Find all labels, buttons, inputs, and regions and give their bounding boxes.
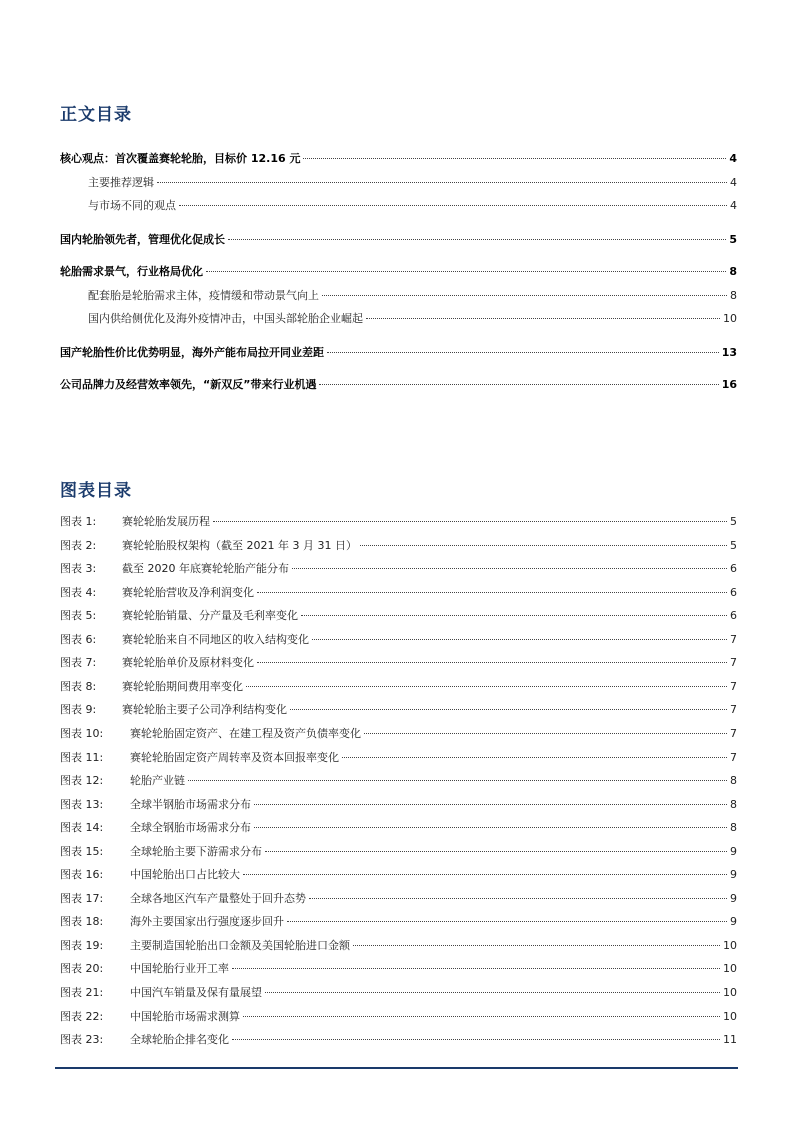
toc-entry-text: 与市场不同的观点 bbox=[88, 199, 176, 212]
dot-leader bbox=[364, 733, 727, 734]
toc-entry-text: 核心观点：首次覆盖赛轮轮胎，目标价 12.16 元 bbox=[60, 152, 301, 165]
figure-title: 全球各地区汽车产量整处于回升态势 bbox=[130, 892, 306, 905]
figure-entry[interactable] bbox=[60, 913, 737, 929]
dot-leader bbox=[309, 898, 727, 899]
figure-entry[interactable] bbox=[60, 537, 737, 553]
figure-title: 赛轮轮胎营收及净利润变化 bbox=[122, 586, 254, 599]
figure-title: 海外主要国家出行强度逐步回升 bbox=[130, 915, 284, 928]
figure-label: 图表 23: bbox=[60, 1033, 104, 1046]
dot-leader bbox=[342, 757, 727, 758]
figure-entry[interactable] bbox=[60, 725, 737, 741]
dot-leader bbox=[322, 295, 727, 296]
dot-leader bbox=[232, 1039, 720, 1040]
dot-leader bbox=[292, 568, 727, 569]
figure-entry[interactable] bbox=[60, 654, 737, 670]
toc-entry-text: 配套胎是轮胎需求主体，疫情缓和带动景气向上 bbox=[88, 289, 319, 302]
dot-leader bbox=[290, 709, 727, 710]
toc-entry-page: 5 bbox=[729, 233, 737, 246]
figure-label: 图表 4: bbox=[60, 586, 97, 599]
figure-page: 9 bbox=[730, 892, 737, 905]
dot-leader bbox=[319, 384, 718, 385]
dot-leader bbox=[303, 158, 726, 159]
figure-entry[interactable] bbox=[60, 513, 737, 529]
figure-label: 图表 17: bbox=[60, 892, 104, 905]
figure-entry[interactable] bbox=[60, 631, 737, 647]
figure-label: 图表 11: bbox=[60, 751, 104, 764]
toc-entry[interactable] bbox=[60, 376, 737, 392]
toc-entry[interactable] bbox=[60, 174, 737, 190]
figure-title: 中国轮胎市场需求测算 bbox=[130, 1010, 240, 1023]
figure-page: 7 bbox=[730, 703, 737, 716]
figure-page: 11 bbox=[723, 1033, 737, 1046]
figure-title: 中国轮胎行业开工率 bbox=[130, 962, 229, 975]
figure-page: 7 bbox=[730, 727, 737, 740]
toc-title: 正文目录 bbox=[60, 105, 132, 125]
toc-entry-text: 轮胎需求景气，行业格局优化 bbox=[60, 265, 203, 278]
dot-leader bbox=[287, 921, 727, 922]
figure-page: 7 bbox=[730, 633, 737, 646]
figure-label: 图表 7: bbox=[60, 656, 97, 669]
toc-entry-text: 国内供给侧优化及海外疫情冲击，中国头部轮胎企业崛起 bbox=[88, 312, 363, 325]
figure-title: 轮胎产业链 bbox=[130, 774, 185, 787]
figure-title: 全球全钢胎市场需求分布 bbox=[130, 821, 251, 834]
figure-label: 图表 1: bbox=[60, 515, 97, 528]
figure-page: 7 bbox=[730, 751, 737, 764]
figure-label: 图表 9: bbox=[60, 703, 97, 716]
figure-entry[interactable] bbox=[60, 984, 737, 1000]
figure-entry[interactable] bbox=[60, 772, 737, 788]
dot-leader bbox=[206, 271, 726, 272]
dot-leader bbox=[265, 992, 720, 993]
figure-page: 7 bbox=[730, 680, 737, 693]
figure-title: 赛轮轮胎销量、分产量及毛利率变化 bbox=[122, 609, 298, 622]
figure-label: 图表 3: bbox=[60, 562, 97, 575]
figure-label: 图表 22: bbox=[60, 1010, 104, 1023]
figure-label: 图表 13: bbox=[60, 798, 104, 811]
toc-entry-text: 国内轮胎领先者，管理优化促成长 bbox=[60, 233, 225, 246]
figure-label: 图表 21: bbox=[60, 986, 104, 999]
figure-entry[interactable] bbox=[60, 819, 737, 835]
dot-leader bbox=[243, 874, 727, 875]
figures-title: 图表目录 bbox=[60, 481, 132, 501]
figure-title: 赛轮轮胎股权架构（截至 2021 年 3 月 31 日） bbox=[122, 539, 357, 552]
figure-page: 6 bbox=[730, 609, 737, 622]
figure-entry[interactable] bbox=[60, 866, 737, 882]
dot-leader bbox=[232, 968, 720, 969]
figure-entry[interactable] bbox=[60, 843, 737, 859]
figure-label: 图表 6: bbox=[60, 633, 97, 646]
figure-entry[interactable] bbox=[60, 701, 737, 717]
toc-entry-page: 16 bbox=[721, 378, 737, 391]
toc-entry-page: 10 bbox=[723, 312, 737, 325]
figure-page: 10 bbox=[723, 986, 737, 999]
figure-label: 图表 10: bbox=[60, 727, 104, 740]
toc-entry[interactable] bbox=[60, 150, 737, 166]
figure-title: 中国汽车销量及保有量展望 bbox=[130, 986, 262, 999]
toc-entry[interactable] bbox=[60, 344, 737, 360]
dot-leader bbox=[353, 945, 720, 946]
figure-page: 7 bbox=[730, 656, 737, 669]
footer-rule bbox=[55, 1067, 738, 1069]
figure-title: 全球轮胎企排名变化 bbox=[130, 1033, 229, 1046]
figure-entry[interactable] bbox=[60, 607, 737, 623]
figure-label: 图表 16: bbox=[60, 868, 104, 881]
toc-entry-text: 国产轮胎性价比优势明显，海外产能布局拉开同业差距 bbox=[60, 346, 324, 359]
dot-leader bbox=[213, 521, 727, 522]
figure-page: 9 bbox=[730, 868, 737, 881]
figure-label: 图表 14: bbox=[60, 821, 104, 834]
figure-label: 图表 18: bbox=[60, 915, 104, 928]
figure-page: 5 bbox=[730, 515, 737, 528]
figure-entry[interactable] bbox=[60, 678, 737, 694]
figure-label: 图表 12: bbox=[60, 774, 104, 787]
toc-entry-page: 4 bbox=[729, 152, 737, 165]
figure-label: 图表 15: bbox=[60, 845, 104, 858]
figure-entry[interactable] bbox=[60, 1008, 737, 1024]
toc-entry-page: 4 bbox=[730, 176, 737, 189]
figure-title: 赛轮轮胎固定资产周转率及资本回报率变化 bbox=[130, 751, 339, 764]
dot-leader bbox=[312, 639, 727, 640]
toc-entry-page: 8 bbox=[729, 265, 737, 278]
figure-title: 赛轮轮胎发展历程 bbox=[122, 515, 210, 528]
figure-label: 图表 8: bbox=[60, 680, 97, 693]
figure-entry[interactable] bbox=[60, 560, 737, 576]
dot-leader bbox=[243, 1016, 720, 1017]
toc-entry[interactable] bbox=[60, 231, 737, 247]
figure-page: 9 bbox=[730, 845, 737, 858]
dot-leader bbox=[257, 592, 727, 593]
figure-label: 图表 2: bbox=[60, 539, 97, 552]
dot-leader bbox=[179, 205, 727, 206]
toc-entry-page: 8 bbox=[730, 289, 737, 302]
figure-title: 中国轮胎出口占比较大 bbox=[130, 868, 240, 881]
figure-title: 主要制造国轮胎出口金额及美国轮胎进口金额 bbox=[130, 939, 350, 952]
dot-leader bbox=[228, 239, 726, 240]
figure-page: 6 bbox=[730, 586, 737, 599]
figure-entry[interactable] bbox=[60, 960, 737, 976]
toc-entry-text: 主要推荐逻辑 bbox=[88, 176, 154, 189]
figure-entry[interactable] bbox=[60, 890, 737, 906]
dot-leader bbox=[157, 182, 727, 183]
figure-page: 8 bbox=[730, 774, 737, 787]
figure-label: 图表 20: bbox=[60, 962, 104, 975]
figure-entry[interactable] bbox=[60, 796, 737, 812]
dot-leader bbox=[366, 318, 720, 319]
figure-entry[interactable] bbox=[60, 749, 737, 765]
dot-leader bbox=[254, 827, 727, 828]
dot-leader bbox=[327, 352, 719, 353]
figure-title: 截至 2020 年底赛轮轮胎产能分布 bbox=[122, 562, 289, 575]
figure-page: 10 bbox=[723, 1010, 737, 1023]
figure-title: 赛轮轮胎固定资产、在建工程及资产负债率变化 bbox=[130, 727, 361, 740]
figure-title: 赛轮轮胎来自不同地区的收入结构变化 bbox=[122, 633, 309, 646]
figure-title: 赛轮轮胎主要子公司净利结构变化 bbox=[122, 703, 287, 716]
toc-entry[interactable] bbox=[60, 287, 737, 303]
figure-entry[interactable] bbox=[60, 1031, 737, 1047]
dot-leader bbox=[360, 545, 727, 546]
dot-leader bbox=[301, 615, 727, 616]
figure-page: 8 bbox=[730, 821, 737, 834]
toc-entry-text: 公司品牌力及经营效率领先，“新双反”带来行业机遇 bbox=[60, 378, 317, 391]
figure-label: 图表 5: bbox=[60, 609, 97, 622]
dot-leader bbox=[188, 780, 727, 781]
figure-entry[interactable] bbox=[60, 584, 737, 600]
figure-title: 全球轮胎主要下游需求分布 bbox=[130, 845, 262, 858]
figure-page: 8 bbox=[730, 798, 737, 811]
dot-leader bbox=[265, 851, 727, 852]
toc-entry[interactable] bbox=[60, 197, 737, 213]
figure-page: 5 bbox=[730, 539, 737, 552]
figure-title: 赛轮轮胎期间费用率变化 bbox=[122, 680, 243, 693]
dot-leader bbox=[257, 662, 727, 663]
dot-leader bbox=[254, 804, 727, 805]
dot-leader bbox=[246, 686, 727, 687]
figure-title: 赛轮轮胎单价及原材料变化 bbox=[122, 656, 254, 669]
toc-entry[interactable] bbox=[60, 310, 737, 326]
figure-page: 10 bbox=[723, 939, 737, 952]
toc-entry[interactable] bbox=[60, 263, 737, 279]
figure-page: 10 bbox=[723, 962, 737, 975]
toc-entry-page: 4 bbox=[730, 199, 737, 212]
figure-page: 9 bbox=[730, 915, 737, 928]
figure-label: 图表 19: bbox=[60, 939, 104, 952]
figure-entry[interactable] bbox=[60, 937, 737, 953]
toc-entry-page: 13 bbox=[721, 346, 737, 359]
figure-title: 全球半钢胎市场需求分布 bbox=[130, 798, 251, 811]
figure-page: 6 bbox=[730, 562, 737, 575]
